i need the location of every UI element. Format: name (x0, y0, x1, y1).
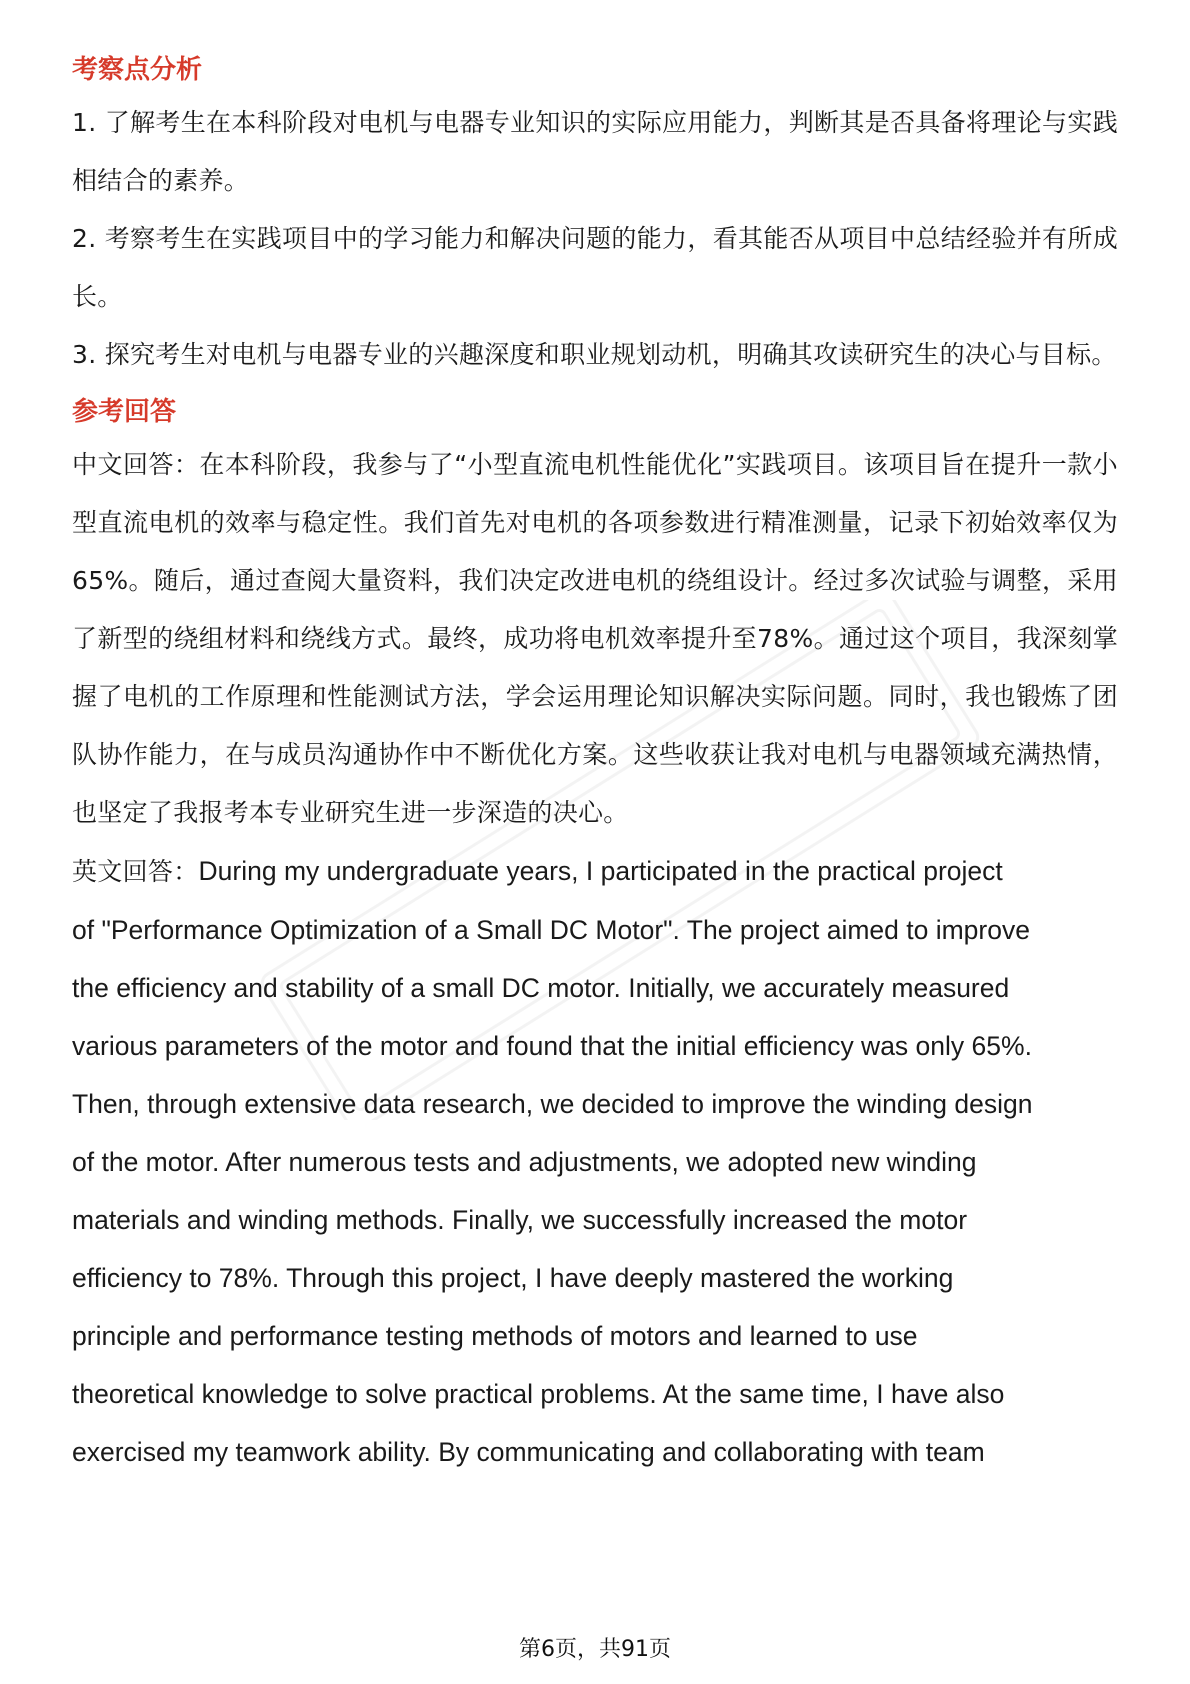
page-content (72, 50, 1118, 1481)
analysis-item-2: 2. 考察考生在实践项目中的学习能力和解决问题的能力，看其能否从项目中总结经验并有所成长。 (72, 224, 1118, 311)
chinese-answer-label: 中文回答： (72, 450, 200, 479)
english-answer-line-1 (72, 842, 1118, 901)
english-answer-line-2: of "Performance Optimization of a Small DC Motor". The project aimed to improve (72, 915, 1030, 945)
english-answer-line-6: of the motor. After numerous tests and adjustments, we adopted new winding (72, 1147, 977, 1177)
analysis-item-1: 1. 了解考生在本科阶段对电机与电器专业知识的实际应用能力，判断其是否具备将理论与实践相结合的素养。 (72, 108, 1118, 195)
english-answer-label: 英文回答： (72, 857, 199, 886)
english-answer (72, 842, 1118, 1481)
english-answer-line-7: materials and winding methods. Finally, we successfully increased the motor (72, 1205, 968, 1235)
english-answer-line-10: theoretical knowledge to solve practical problems. At the same time, I have also (72, 1379, 1005, 1409)
english-answer-line-8: efficiency to 78%. Through this project, I have deeply mastered the working (72, 1263, 954, 1293)
analysis-item-3: 3. 探究考生对电机与电器专业的兴趣深度和职业规划动机，明确其攻读研究生的决心与目标。 (72, 340, 1117, 369)
answer-heading: 参考回答 (72, 397, 177, 427)
chinese-answer (72, 436, 1118, 842)
page-number: 第6页，共91页 (519, 1637, 671, 1662)
english-answer-text: During my undergraduate years, I participated in the practical project (198, 856, 1003, 886)
english-answer-line-11: exercised my teamwork ability. By communicating and collaborating with team (72, 1437, 985, 1467)
english-answer-line-5: Then, through extensive data research, we decided to improve the winding design (72, 1089, 1033, 1119)
english-answer-line-3: the efficiency and stability of a small DC motor. Initially, we accurately measured (72, 973, 1010, 1003)
english-answer-line-9: principle and performance testing methods of motors and learned to use (72, 1321, 918, 1351)
english-answer-line-4: various parameters of the motor and found that the initial efficiency was only 65%. (72, 1031, 1032, 1061)
chinese-answer-text: 在本科阶段，我参与了“小型直流电机性能优化”实践项目。该项目旨在提升一款小型直流电机的效率与稳定性。我们首先对电机的各项参数进行精准测量，记录下初始效率仅为65%。随后，通过查阅大量资料，我们决定改进电机的绕组设计。经过多次试验与调整，采用了新型的绕组材料和绕线方式。最终，成功将电机效率提升至78%。通过这个项目，我深刻掌握了电机的工作原理和性能测试方法，学会运用理论知识解决实际问题。同时，我也锻炼了团队协作能力，在与成员沟通协作中不断优化方案。这些收获让我对电机与电器领域充满热情，也坚定了我报考本专业研究生进一步深造的决心。 (72, 450, 1118, 827)
analysis-heading: 考察点分析 (72, 55, 203, 85)
